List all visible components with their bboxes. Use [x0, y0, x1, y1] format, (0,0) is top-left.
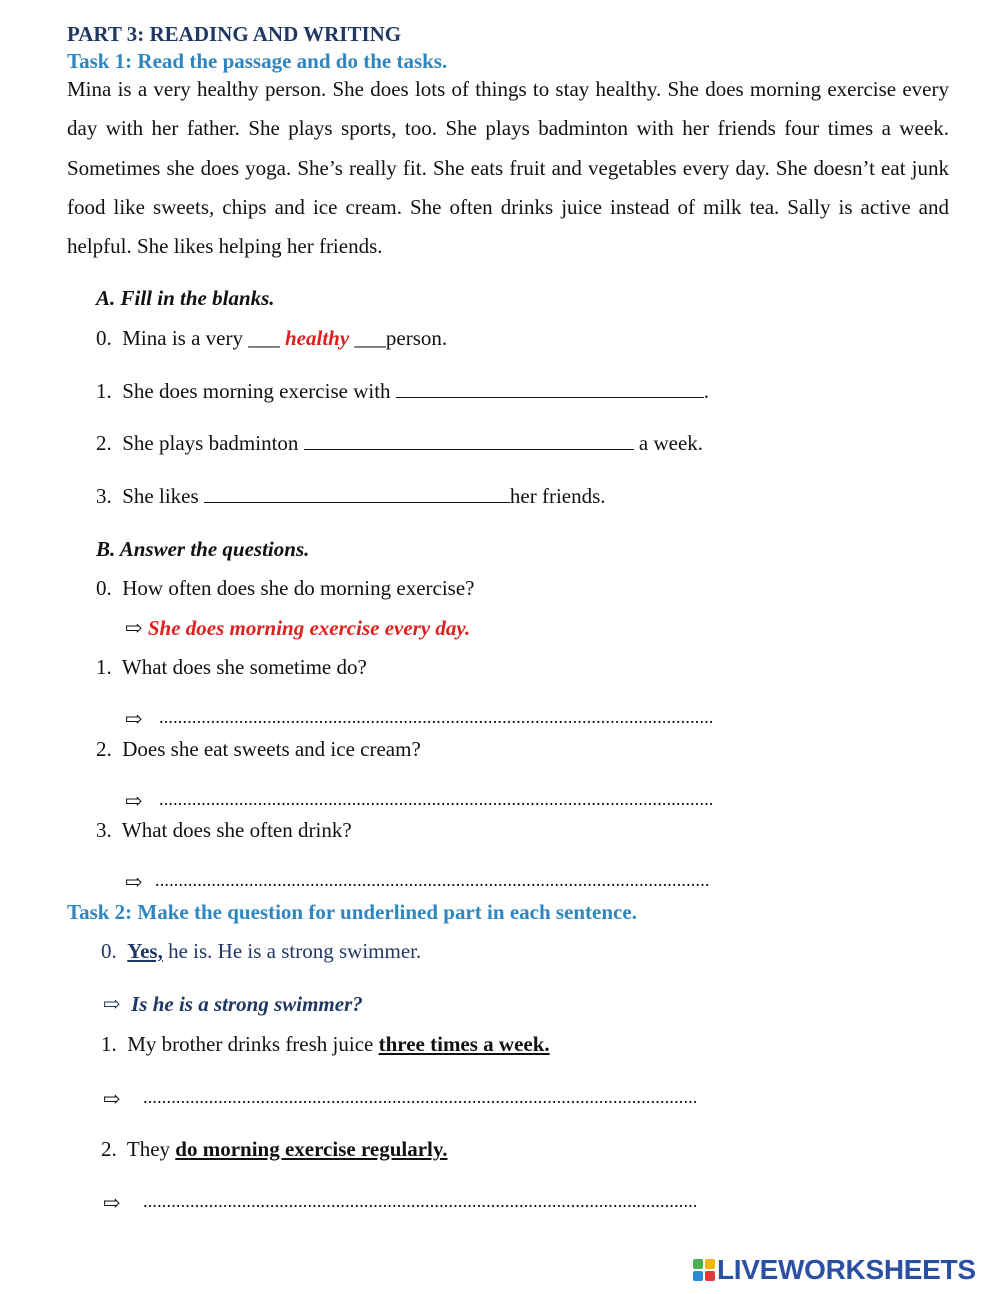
liveworksheets-logo [693, 1254, 988, 1286]
task2-title: Task 2: Make the question for underlined part in each sentence. [67, 900, 637, 924]
arrow-right-icon: ⇨ [103, 1191, 121, 1215]
item-number: 0. [96, 576, 112, 600]
section-a-heading: A. Fill in the blanks. [96, 286, 275, 310]
fill-item-2 [96, 431, 703, 456]
reading-passage: Mina is a very healthy person. She does lots of things to stay healthy. She does morning exercise every day with her father. She plays sports, too. She plays badminton with her friends four times a week. Sometimes she does yoga. She’s really fit. She eats fruit and vegetables every day. She doesn’t eat junk food like sweets, chips and ice cream. She often drinks juice instead of milk tea. Sally is active and helpful. She likes helping her friends. [67, 77, 949, 259]
task2-item-2 [101, 1137, 447, 1162]
answer-dots[interactable]: ...................................................................................................................... [159, 789, 714, 809]
item-text-after: a week. [638, 431, 704, 455]
item-number: 2. [96, 431, 112, 455]
answer-row [103, 1191, 855, 1216]
item-text-after: her friends. [509, 484, 606, 508]
fill-item-0 [96, 326, 447, 351]
item-number: 1. [101, 1032, 117, 1056]
item-number: 2. [101, 1137, 117, 1161]
item-number: 0. [96, 326, 112, 350]
task2-example-answer-row [103, 992, 363, 1017]
question-0 [96, 576, 474, 601]
underlined-part: do morning exercise regularly. [175, 1137, 448, 1161]
question-text: Does she eat sweets and ice cream? [122, 737, 421, 761]
question-text: How often does she do morning exercise? [122, 576, 475, 600]
sentence-prefix: They [126, 1137, 176, 1161]
item-number: 3. [96, 484, 112, 508]
fill-item-1 [96, 379, 709, 404]
item-number: 1. [96, 655, 112, 679]
answer-row [103, 1087, 855, 1112]
logo-icon [693, 1259, 715, 1281]
question-3 [96, 818, 352, 843]
underlined-part: three times a week. [378, 1032, 550, 1056]
answer-blank[interactable] [304, 431, 634, 450]
question-2 [96, 737, 421, 762]
answer-dots[interactable]: ...................................................................................................................... [155, 870, 710, 890]
question-1 [96, 655, 367, 680]
item-number: 3. [96, 818, 112, 842]
example-answer: healthy [284, 326, 350, 350]
item-text-before: She likes [122, 484, 199, 508]
logo-text: LIVEWORKSHEETS [717, 1254, 976, 1285]
item-text-after: ___person. [354, 326, 448, 350]
question-text: What does she sometime do? [121, 655, 367, 679]
sentence-prefix: My brother drinks fresh juice [127, 1032, 379, 1056]
answer-row [125, 707, 855, 732]
item-number: 0. [101, 939, 117, 963]
answer-blank[interactable] [396, 379, 704, 398]
task2-item-0 [101, 939, 421, 964]
question-text: What does she often drink? [121, 818, 352, 842]
item-text-before: She plays badminton [122, 431, 299, 455]
answer-dots[interactable]: ...................................................................................................................... [143, 1087, 698, 1107]
arrow-right-icon: ⇨ [125, 707, 143, 731]
fill-item-3 [96, 484, 606, 509]
underlined-part: Yes, [127, 939, 163, 963]
answer-blank[interactable] [204, 484, 510, 503]
item-text-before: Mina is a very ___ [122, 326, 280, 350]
item-number: 1. [96, 379, 112, 403]
example-answer: She does morning exercise every day. [147, 616, 471, 640]
item-text-after: . [703, 379, 710, 403]
item-text-before: She does morning exercise with [122, 379, 391, 403]
task1-title: Task 1: Read the passage and do the tasks. [67, 49, 448, 73]
answer-dots[interactable]: ...................................................................................................................... [159, 707, 714, 727]
arrow-right-icon: ⇨ [125, 616, 143, 640]
item-number: 2. [96, 737, 112, 761]
answer-row [125, 870, 855, 895]
task2-item-1 [101, 1032, 550, 1057]
part-title: PART 3: READING AND WRITING [67, 22, 402, 46]
arrow-right-icon: ⇨ [125, 789, 143, 813]
arrow-right-icon: ⇨ [125, 870, 143, 894]
answer-dots[interactable]: ...................................................................................................................... [143, 1191, 698, 1211]
example-answer: Is he is a strong swimmer? [131, 992, 363, 1016]
example-answer-row [125, 616, 470, 641]
arrow-right-icon: ⇨ [103, 992, 121, 1016]
sentence-rest: he is. He is a strong swimmer. [162, 939, 422, 963]
section-b-heading: B. Answer the questions. [96, 537, 310, 561]
answer-row [125, 789, 855, 814]
arrow-right-icon: ⇨ [103, 1087, 121, 1111]
